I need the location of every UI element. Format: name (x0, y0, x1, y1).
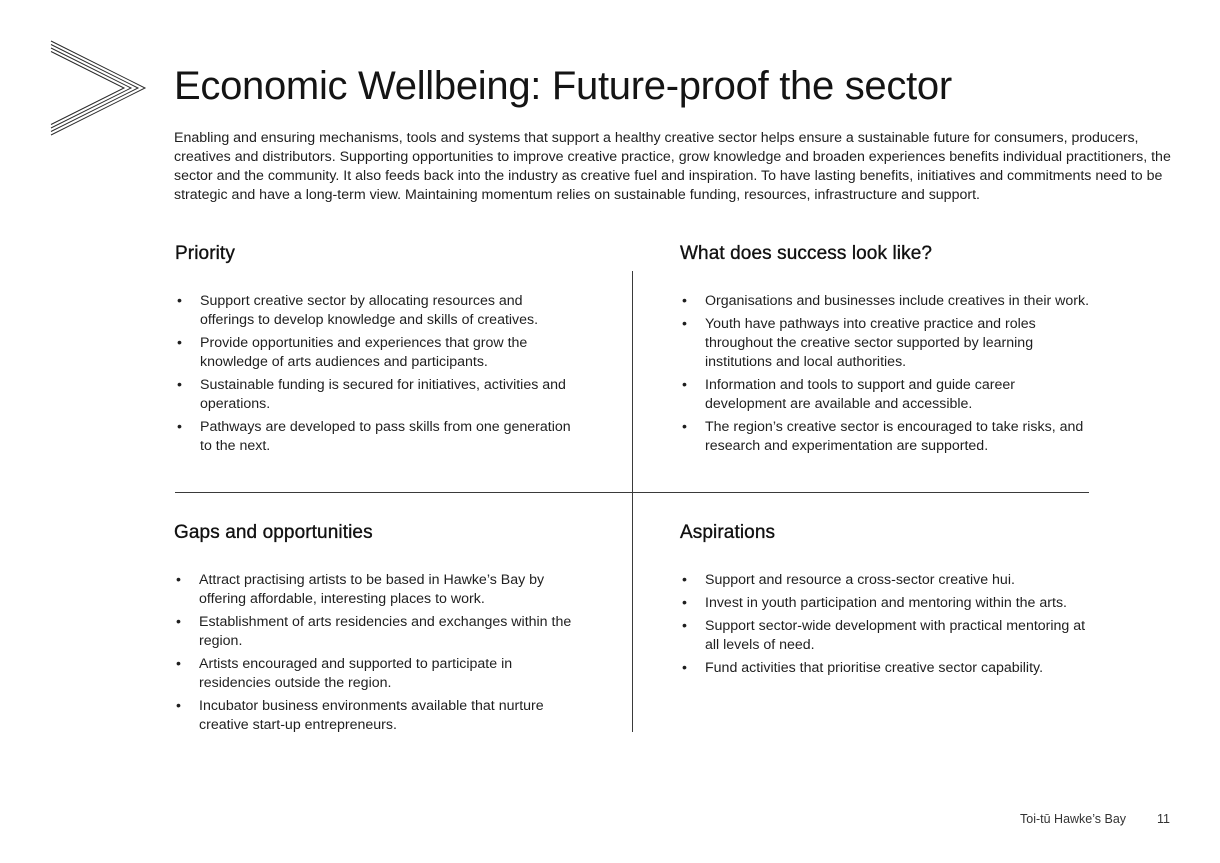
bullet-icon: • (177, 377, 182, 393)
list-item-text: Invest in youth participation and mentoring within the arts. (705, 595, 1067, 611)
list-item-text: Sustainable funding is secured for initiatives, activities and operations. (200, 377, 566, 412)
list-item (174, 571, 574, 609)
list-item (174, 697, 574, 735)
aspirations-heading: Aspirations (680, 522, 776, 543)
list-item-text: Support creative sector by allocating resources and offerings to develop knowledge and skills of creatives. (200, 293, 539, 328)
bullet-icon: • (682, 419, 687, 435)
list-item-text: Establishment of arts residencies and exchanges within the region. (199, 614, 572, 649)
bullet-icon: • (177, 335, 182, 351)
intro-paragraph: Enabling and ensuring mechanisms, tools and systems that support a healthy creative sector helps ensure a sustainable future for consumers, producers, creatives and distributors. Supporting opportunities to improve creative practice, grow knowledge and broaden experiences benefits individual practitioners, the sector and the community. It also feeds back into the industry as creative fuel and inspiration. To have lasting benefits, initiatives and commitments need to be strategic and have a long-term view. Maintaining momentum relies on sustainable funding, resources, infrastructure and support. (174, 130, 1171, 203)
priority-list (175, 292, 575, 456)
list-item (175, 292, 575, 330)
vertical-divider (632, 271, 633, 732)
list-item-text: Provide opportunities and experiences that grow the knowledge of arts audiences and participants. (200, 335, 528, 370)
bullet-icon: • (176, 614, 181, 630)
bullet-icon: • (682, 293, 687, 309)
list-item (680, 571, 1100, 590)
list-item-text: Fund activities that prioritise creative sector capability. (705, 660, 1044, 676)
bullet-icon: • (176, 698, 181, 714)
list-item (680, 659, 1100, 678)
bullet-icon: • (177, 419, 182, 435)
list-item (680, 418, 1100, 456)
bullet-icon: • (682, 595, 687, 611)
bullet-icon: • (682, 618, 687, 634)
list-item (174, 613, 574, 651)
footer-publication-name: Toi-tū Hawke’s Bay (1020, 812, 1127, 826)
list-item-text: Incubator business environments available that nurture creative start-up entrepreneurs. (199, 698, 544, 733)
gaps-section (174, 521, 574, 739)
list-item-text: Organisations and businesses include creatives in their work. (705, 293, 1090, 309)
success-list (680, 292, 1100, 456)
list-item (175, 334, 575, 372)
priority-section (175, 242, 575, 460)
list-item-text: Youth have pathways into creative practice and roles throughout the creative sector supported by learning institutions and local authorities. (705, 316, 1036, 370)
bullet-icon: • (682, 316, 687, 332)
bullet-icon: • (176, 572, 181, 588)
list-item (680, 315, 1100, 372)
list-item (175, 418, 575, 456)
bullet-icon: • (176, 656, 181, 672)
success-heading: What does success look like? (680, 243, 933, 264)
gaps-heading: Gaps and opportunities (174, 522, 373, 543)
horizontal-divider (175, 492, 1089, 493)
list-item-text: Pathways are developed to pass skills from one generation to the next. (200, 419, 571, 454)
bullet-icon: • (682, 572, 687, 588)
list-item-text: The region’s creative sector is encouraged to take risks, and research and experimentation are supported. (705, 419, 1084, 454)
list-item (680, 376, 1100, 414)
aspirations-list (680, 571, 1100, 678)
list-item (175, 376, 575, 414)
list-item-text: Information and tools to support and guide career development are available and accessible. (705, 377, 1015, 412)
chevron-arrow-icon (48, 38, 150, 140)
gaps-list (174, 571, 574, 735)
list-item (680, 617, 1100, 655)
list-item (680, 292, 1100, 311)
bullet-icon: • (177, 293, 182, 309)
page-number: 11 (1157, 812, 1170, 826)
page-title: Economic Wellbeing: Future-proof the sector (174, 64, 952, 108)
list-item-text: Support sector-wide development with practical mentoring at all levels of need. (705, 618, 1086, 653)
list-item-text: Attract practising artists to be based in Hawke’s Bay by offering affordable, interesting places to work. (199, 572, 545, 607)
bullet-icon: • (682, 377, 687, 393)
list-item (680, 594, 1100, 613)
list-item (174, 655, 574, 693)
success-section (680, 242, 1100, 460)
list-item-text: Artists encouraged and supported to participate in residencies outside the region. (199, 656, 513, 691)
priority-heading: Priority (175, 243, 235, 264)
bullet-icon: • (682, 660, 687, 676)
aspirations-section (680, 521, 1100, 682)
list-item-text: Support and resource a cross-sector creative hui. (705, 572, 1015, 588)
